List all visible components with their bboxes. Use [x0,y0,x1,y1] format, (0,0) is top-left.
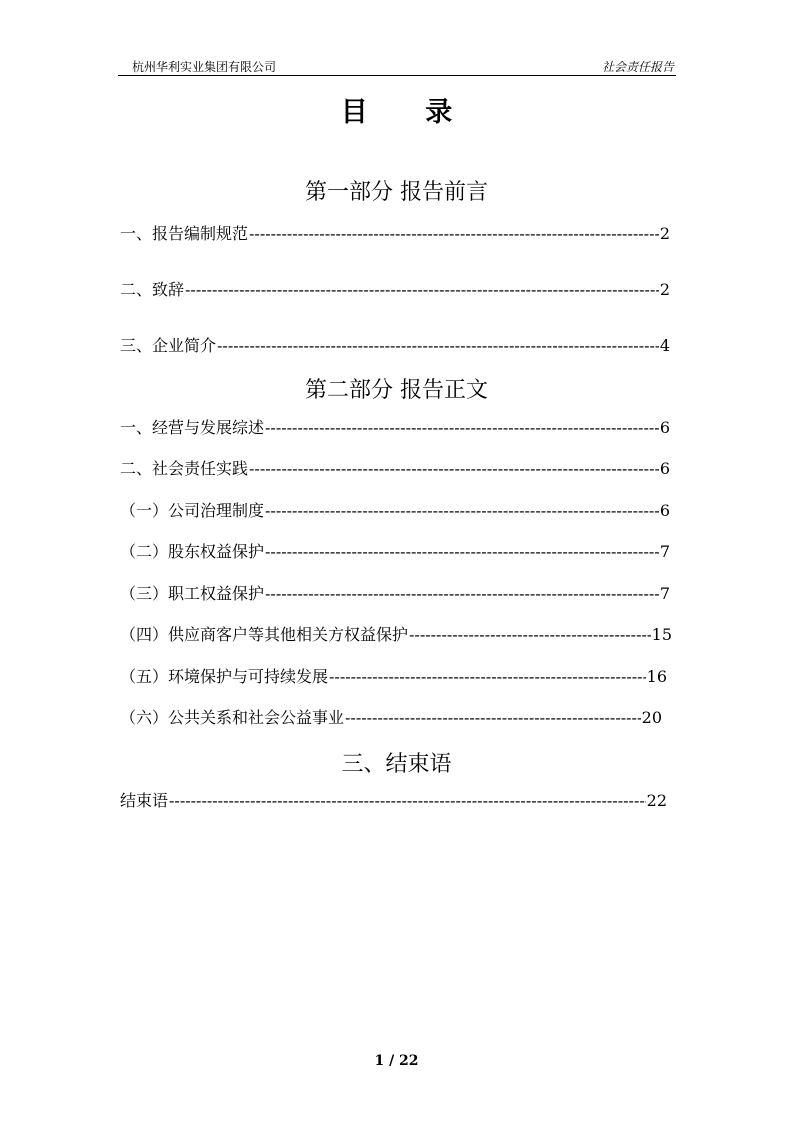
dot-leader [265,416,659,440]
toc-entry[interactable] [120,457,670,481]
toc-entry[interactable] [120,789,667,813]
toc-entry-page: 16 [646,667,667,686]
toc-entry[interactable] [120,540,670,564]
page-number: 1 / 22 [374,1053,419,1069]
section-title: 三、结束语 [341,752,452,777]
toc-entry-page: 6 [659,459,670,478]
toc-entry[interactable] [120,582,670,606]
toc-entry-page: 20 [641,708,662,727]
toc-entry-label: （三）职工权益保护 [120,584,265,603]
toc-entry-label: （六）公共关系和社会公益事业 [120,708,345,727]
toc-entry[interactable] [120,706,662,730]
toc-entry-label: 一、报告编制规范 [120,224,249,243]
dot-leader [169,789,646,813]
toc-entry-page: 2 [659,280,670,299]
toc-title: 目 录 [340,97,477,128]
section-title: 第二部分 报告正文 [305,378,488,403]
toc-entry-page: 7 [659,542,670,561]
toc-entry[interactable] [120,499,670,523]
toc-entry-label: （四）供应商客户等其他相关方权益保护 [120,625,409,644]
dot-leader [265,499,659,523]
toc-entry-label: 一、经营与发展综述 [120,418,265,437]
toc-entry-page: 7 [659,584,670,603]
dot-leader [409,623,651,647]
dot-leader [345,706,641,730]
toc-entry[interactable] [120,623,672,647]
toc-entry-page: 6 [659,418,670,437]
toc-entry-label: （一）公司治理制度 [120,501,265,520]
toc-entry-label: 二、社会责任实践 [120,459,249,478]
toc-entry-label: （二）股东权益保护 [120,542,265,561]
toc-entry[interactable] [120,665,667,689]
dot-leader [217,334,659,358]
header-company-name: 杭州华利实业集团有限公司 [132,60,277,74]
toc-entry-label: 结束语 [120,791,169,810]
dot-leader [265,540,659,564]
toc-entry[interactable] [120,416,670,440]
toc-entry[interactable] [120,334,670,358]
toc-entry-page: 2 [659,224,670,243]
toc-entry[interactable] [120,278,670,302]
toc-entry-page: 22 [646,791,667,810]
dot-leader [185,278,659,302]
dot-leader [265,582,659,606]
dot-leader [249,222,659,246]
toc-entry-page: 15 [651,625,672,644]
section-title: 第一部分 报告前言 [305,180,488,205]
dot-leader [249,457,659,481]
header-report-title: 社会责任报告 [601,60,674,74]
page-header [118,57,676,76]
toc-entry[interactable] [120,222,670,246]
dot-leader [329,665,646,689]
toc-entry-page: 4 [659,336,670,355]
toc-entry-page: 6 [659,501,670,520]
toc-entry-label: （五）环境保护与可持续发展 [120,667,329,686]
toc-entry-label: 二、致辞 [120,280,185,299]
toc-entry-label: 三、企业简介 [120,336,217,355]
